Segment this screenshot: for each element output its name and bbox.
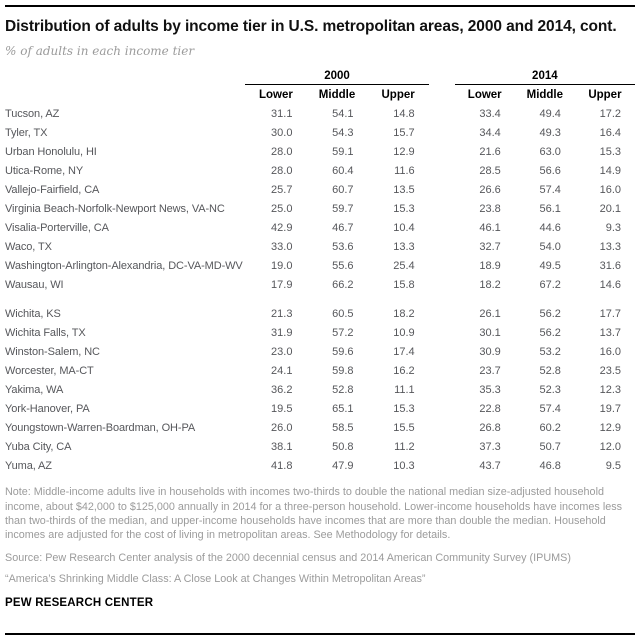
value-2000-upper: 25.4: [393, 259, 415, 272]
metro-name: Visalia-Porterville, CA: [5, 221, 109, 234]
column-gap: [429, 304, 455, 323]
column-gap: [429, 275, 455, 294]
column-gap: [429, 161, 455, 180]
value-2000-middle: 54.3: [332, 126, 354, 139]
column-gap: [429, 199, 455, 218]
column-header-upper-2014: Upper: [588, 89, 622, 102]
value-2014-lower: 33.4: [479, 107, 501, 120]
metro-name: Worcester, MA-CT: [5, 364, 94, 377]
value-2000-lower: 25.7: [271, 183, 293, 196]
value-2014-middle: 56.2: [539, 307, 561, 320]
value-2014-lower: 26.1: [479, 307, 501, 320]
column-gap: [429, 104, 455, 123]
value-2000-upper: 15.8: [393, 278, 415, 291]
value-2014-middle: 63.0: [539, 145, 561, 158]
year-header-row: [5, 70, 635, 85]
value-2000-upper: 10.3: [393, 459, 415, 472]
table-row: [5, 304, 635, 323]
value-2000-lower: 42.9: [271, 221, 293, 234]
column-gap: [429, 180, 455, 199]
value-2014-lower: 30.1: [479, 326, 501, 339]
column-header-lower-2014: Lower: [467, 89, 502, 102]
value-2014-middle: 60.2: [539, 421, 561, 434]
value-2014-upper: 16.4: [599, 126, 621, 139]
value-2014-lower: 21.6: [479, 145, 501, 158]
tier-header-row: [5, 85, 635, 105]
value-2014-middle: 52.3: [539, 383, 561, 396]
value-2014-middle: 57.4: [539, 402, 561, 415]
column-header-lower-2000: Lower: [258, 89, 293, 102]
table-row: [5, 237, 635, 256]
note-text: Note: Middle-income adults live in households with incomes two-thirds to double the national median size-adjusted household income, about $42,000 to $125,000 annually in 2014 for a three-person household. Lower-income households have incomes less than two-thirds of the median, and upper-income households have incomes that are more than double the median. Household incomes are adjusted for the cost of living in metropolitan areas. See Methodology for details.: [5, 486, 623, 542]
value-2000-upper: 14.8: [393, 107, 415, 120]
value-2014-lower: 34.4: [479, 126, 501, 139]
source-text: Source: Pew Research Center analysis of the 2000 decennial census and 2014 American Community Survey (IPUMS): [5, 551, 571, 564]
value-2000-lower: 23.0: [271, 345, 293, 358]
value-2014-upper: 12.3: [599, 383, 621, 396]
table-row: [5, 342, 635, 361]
value-2014-lower: 26.6: [479, 183, 501, 196]
column-gap: [429, 70, 455, 85]
value-2014-upper: 31.6: [599, 259, 621, 272]
column-gap: [429, 399, 455, 418]
column-gap: [429, 142, 455, 161]
value-2000-middle: 60.4: [332, 164, 354, 177]
metro-name: Washington-Arlington-Alexandria, DC-VA-MD-WV: [5, 259, 243, 272]
value-2014-middle: 49.5: [539, 259, 561, 272]
value-2014-upper: 20.1: [599, 202, 621, 215]
page-subtitle: % of adults in each income tier: [5, 44, 195, 59]
metro-name: York-Hanover, PA: [5, 402, 90, 415]
table-row: [5, 361, 635, 380]
value-2014-upper: 12.9: [599, 421, 621, 434]
column-header-middle-2000: Middle: [318, 89, 356, 102]
year-group-2014: 2014: [455, 70, 635, 85]
value-2014-middle: 50.7: [539, 440, 561, 453]
value-2000-upper: 11.6: [394, 164, 415, 177]
value-2014-middle: 46.8: [539, 459, 561, 472]
value-2000-lower: 31.9: [271, 326, 293, 339]
value-2000-middle: 55.6: [332, 259, 354, 272]
value-2000-lower: 19.5: [271, 402, 293, 415]
group-spacer-row: [5, 294, 635, 304]
value-2014-lower: 37.3: [479, 440, 501, 453]
value-2014-upper: 14.9: [599, 164, 621, 177]
value-2000-middle: 60.7: [332, 183, 354, 196]
column-gap: [429, 85, 455, 105]
column-gap: [429, 456, 455, 475]
value-2000-lower: 28.0: [271, 164, 293, 177]
column-gap: [429, 437, 455, 456]
column-gap: [429, 418, 455, 437]
value-2014-upper: 19.7: [599, 402, 621, 415]
value-2000-middle: 46.7: [332, 221, 354, 234]
value-2014-upper: 13.7: [599, 326, 621, 339]
column-gap: [429, 237, 455, 256]
value-2000-lower: 19.0: [271, 259, 293, 272]
value-2014-upper: 12.0: [599, 440, 621, 453]
value-2014-middle: 49.4: [539, 107, 561, 120]
value-2000-middle: 50.8: [332, 440, 354, 453]
metro-name: Wausau, WI: [5, 278, 64, 291]
metro-name: Tucson, AZ: [5, 107, 60, 120]
value-2000-upper: 15.7: [393, 126, 415, 139]
value-2014-upper: 9.5: [605, 459, 621, 472]
value-2000-lower: 21.3: [271, 307, 293, 320]
column-gap: [429, 123, 455, 142]
value-2014-middle: 67.2: [539, 278, 561, 291]
value-2014-middle: 44.6: [539, 221, 561, 234]
value-2000-lower: 33.0: [271, 240, 293, 253]
value-2000-lower: 26.0: [271, 421, 293, 434]
value-2014-middle: 53.2: [539, 345, 561, 358]
value-2000-upper: 11.1: [394, 383, 415, 396]
brand-label: PEW RESEARCH CENTER: [5, 596, 154, 609]
value-2014-middle: 56.2: [539, 326, 561, 339]
column-header-upper-2000: Upper: [381, 89, 415, 102]
table-row: [5, 456, 635, 475]
value-2000-upper: 10.4: [393, 221, 415, 234]
value-2000-upper: 12.9: [393, 145, 415, 158]
value-2014-middle: 57.4: [539, 183, 561, 196]
value-2000-middle: 47.9: [332, 459, 354, 472]
report-title: “America’s Shrinking Middle Class: A Close Look at Changes Within Metropolitan Areas”: [5, 573, 426, 586]
value-2014-lower: 18.9: [479, 259, 501, 272]
value-2000-lower: 36.2: [271, 383, 293, 396]
value-2000-lower: 25.0: [271, 202, 293, 215]
city-column-header-empty: [5, 70, 245, 85]
value-2014-lower: 46.1: [479, 221, 501, 234]
value-2014-upper: 16.0: [599, 183, 621, 196]
value-2014-upper: 17.7: [599, 307, 621, 320]
metro-name: Wichita Falls, TX: [5, 326, 86, 339]
table-row: [5, 380, 635, 399]
value-2014-lower: 43.7: [479, 459, 501, 472]
table-row: [5, 399, 635, 418]
page-title: Distribution of adults by income tier in U.S. metropolitan areas, 2000 and 2014, cont.: [5, 18, 617, 35]
metro-name: Virginia Beach-Norfolk-Newport News, VA-NC: [5, 202, 225, 215]
table-row: [5, 275, 635, 294]
value-2000-upper: 15.3: [393, 402, 415, 415]
value-2014-upper: 16.0: [599, 345, 621, 358]
table-body: [5, 104, 635, 475]
value-2000-middle: 59.1: [332, 145, 354, 158]
value-2000-middle: 58.5: [332, 421, 354, 434]
column-header-middle-2014: Middle: [526, 89, 564, 102]
table-row: [5, 180, 635, 199]
value-2000-lower: 38.1: [271, 440, 293, 453]
value-2000-lower: 28.0: [271, 145, 293, 158]
metro-name: Wichita, KS: [5, 307, 61, 320]
value-2014-upper: 17.2: [599, 107, 621, 120]
value-2000-middle: 57.2: [332, 326, 354, 339]
value-2014-lower: 28.5: [479, 164, 501, 177]
metro-name: Yakima, WA: [5, 383, 64, 396]
value-2014-lower: 18.2: [479, 278, 501, 291]
value-2014-upper: 13.3: [599, 240, 621, 253]
metro-name: Utica-Rome, NY: [5, 164, 84, 177]
metro-name: Winston-Salem, NC: [5, 345, 100, 358]
value-2014-lower: 23.8: [479, 202, 501, 215]
value-2000-upper: 11.2: [394, 440, 415, 453]
value-2014-upper: 14.6: [599, 278, 621, 291]
table-row: [5, 161, 635, 180]
metro-name: Youngstown-Warren-Boardman, OH-PA: [5, 421, 196, 434]
top-rule: [5, 5, 635, 7]
value-2000-upper: 10.9: [393, 326, 415, 339]
value-2014-upper: 9.3: [605, 221, 621, 234]
column-gap: [429, 361, 455, 380]
table-row: [5, 142, 635, 161]
value-2014-lower: 30.9: [479, 345, 501, 358]
value-2000-lower: 17.9: [271, 278, 293, 291]
table-row: [5, 218, 635, 237]
value-2014-lower: 22.8: [479, 402, 501, 415]
value-2014-lower: 32.7: [479, 240, 501, 253]
value-2000-middle: 59.6: [332, 345, 354, 358]
value-2000-middle: 59.8: [332, 364, 354, 377]
table-row: [5, 199, 635, 218]
table-row: [5, 323, 635, 342]
table-row: [5, 418, 635, 437]
column-gap: [429, 380, 455, 399]
value-2000-middle: 54.1: [332, 107, 354, 120]
income-table: [5, 70, 635, 475]
metro-name: Tyler, TX: [5, 126, 48, 139]
value-2014-middle: 52.8: [539, 364, 561, 377]
bottom-rule: [5, 633, 635, 635]
column-gap: [429, 256, 455, 275]
value-2014-middle: 54.0: [539, 240, 561, 253]
value-2000-upper: 15.5: [393, 421, 415, 434]
value-2000-middle: 66.2: [332, 278, 354, 291]
metro-name: Urban Honolulu, HI: [5, 145, 97, 158]
table-row: [5, 123, 635, 142]
value-2014-middle: 56.6: [539, 164, 561, 177]
table-row: [5, 104, 635, 123]
value-2000-middle: 65.1: [332, 402, 354, 415]
value-2000-upper: 15.3: [393, 202, 415, 215]
value-2000-lower: 41.8: [271, 459, 293, 472]
value-2014-lower: 23.7: [479, 364, 501, 377]
value-2000-middle: 60.5: [332, 307, 354, 320]
table-row: [5, 256, 635, 275]
value-2000-lower: 24.1: [271, 364, 293, 377]
metro-name: Waco, TX: [5, 240, 52, 253]
value-2000-lower: 30.0: [271, 126, 293, 139]
city-column-header-empty: [5, 85, 245, 105]
year-group-2000: 2000: [245, 70, 428, 85]
value-2000-upper: 17.4: [393, 345, 415, 358]
table-row: [5, 437, 635, 456]
value-2000-upper: 18.2: [393, 307, 415, 320]
value-2000-upper: 13.5: [393, 183, 415, 196]
value-2000-middle: 59.7: [332, 202, 354, 215]
value-2014-lower: 35.3: [479, 383, 501, 396]
value-2014-middle: 49.3: [539, 126, 561, 139]
value-2014-upper: 23.5: [599, 364, 621, 377]
value-2014-upper: 15.3: [599, 145, 621, 158]
value-2014-lower: 26.8: [479, 421, 501, 434]
value-2000-upper: 16.2: [393, 364, 415, 377]
column-gap: [429, 323, 455, 342]
column-gap: [429, 342, 455, 361]
value-2000-lower: 31.1: [271, 107, 293, 120]
value-2000-middle: 52.8: [332, 383, 354, 396]
metro-name: Yuba City, CA: [5, 440, 72, 453]
column-gap: [429, 218, 455, 237]
metro-name: Vallejo-Fairfield, CA: [5, 183, 100, 196]
value-2014-middle: 56.1: [539, 202, 561, 215]
value-2000-middle: 53.6: [332, 240, 354, 253]
value-2000-upper: 13.3: [393, 240, 415, 253]
metro-name: Yuma, AZ: [5, 459, 52, 472]
